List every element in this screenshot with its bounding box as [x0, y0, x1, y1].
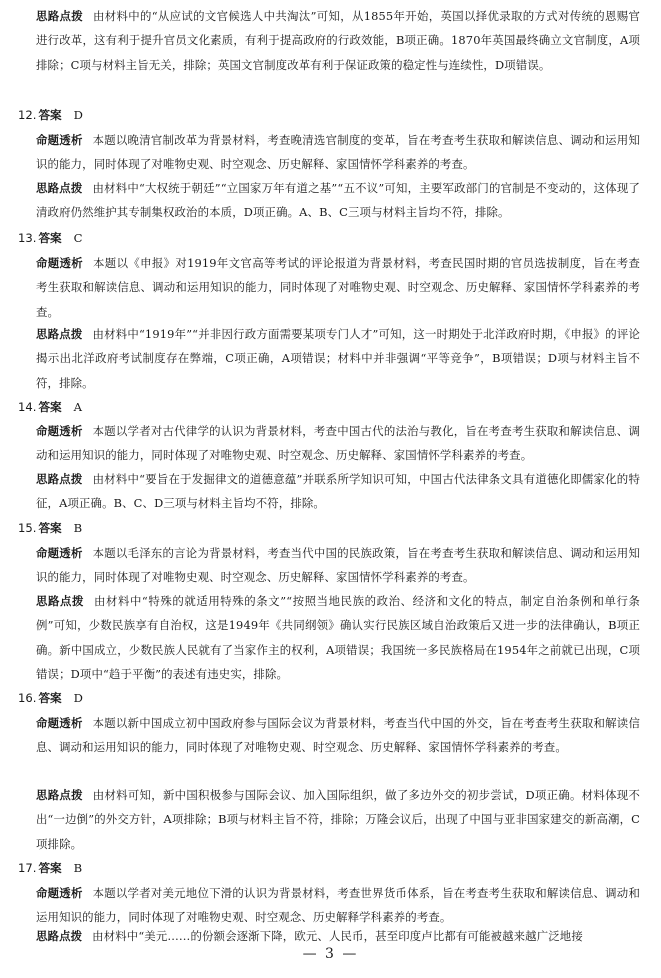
hint-paragraph-12	[36, 176, 640, 225]
hint-paragraph-14	[36, 467, 640, 516]
answer-line-16	[18, 688, 83, 708]
analysis-text: 本题以晚清官制改革为背景材料，考查晚清选官制度的变革，旨在考查考生获取和解读信息、调动和运用知识的能力，同时体现了对唯物史观、时空观念、历史解释、家国情怀学科素养的考查。	[36, 133, 640, 172]
analysis-paragraph-17	[36, 881, 640, 930]
answer-label: 答案	[38, 691, 62, 705]
analysis-paragraph-15	[36, 541, 640, 590]
answer-label: 答案	[38, 231, 62, 245]
answer-label: 答案	[38, 861, 62, 875]
hint-text: 由材料中“大权统于朝廷”“立国家万年有道之基”“五不议”可知，主要军政部门的官制是不变动的，这体现了清政府仍然维护其专制集权政治的本质，D项正确。A、B、C三项与材料主旨均不符，排除。	[36, 181, 640, 220]
answer-value: A	[73, 400, 83, 414]
answer-line-12	[18, 105, 83, 125]
question-number: 14.	[18, 400, 37, 414]
hint-label: 思路点拨	[36, 9, 83, 23]
answer-label: 答案	[38, 521, 62, 535]
analysis-label: 命题透析	[36, 716, 83, 730]
analysis-label: 命题透析	[36, 256, 84, 270]
hint-text: 由材料中的“从应试的文官候选人中共淘汰”可知，从1855年开始，英国以择优录取的方式对传统的恩赐官进行改革，这有利于提升官员文化素质，有利于提高政府的行政效能，B项正确。1870年英国最终确立文官制度，A项排除；C项与材料主旨无关，排除；英国文官制度改革有利于保证政策的稳定性与连续性，D项错误。	[36, 9, 640, 72]
question-number: 12.	[18, 108, 37, 122]
question-number: 17.	[18, 861, 37, 875]
analysis-paragraph-14	[36, 419, 640, 468]
answer-line-17	[18, 858, 82, 878]
answer-value: D	[73, 691, 83, 705]
page-number: — 3 —	[302, 946, 359, 962]
analysis-paragraph-16	[36, 711, 640, 760]
analysis-text: 本题以学者对古代律学的认识为背景材料，考查中国古代的法治与教化，旨在考查考生获取和解读信息、调动和运用知识的能力，同时体现了对唯物史观、时空观念、历史解释、家国情怀学科素养的考查。	[36, 424, 640, 463]
hint-text: 由材料中“1919年”“并非因行政方面需要某项专门人才”可知，这一时期处于北洋政府时期，《申报》的评论揭示出北洋政府考试制度存在弊端，C项正确，A项错误；材料中并非强调“平等竞争”，B项错误；D项与材料主旨不符，排除。	[36, 327, 641, 390]
analysis-text: 本题以新中国成立初中国政府参与国际会议为背景材料，考查当代中国的外交，旨在考查考生获取和解读信息、调动和运用知识的能力，同时体现了对唯物史观、时空观念、历史解释、家国情怀学科素养的考查。	[36, 716, 640, 755]
hint-label: 思路点拨	[36, 788, 83, 802]
analysis-paragraph-12	[36, 128, 640, 177]
question-number: 15.	[18, 521, 37, 535]
analysis-label: 命题透析	[36, 133, 83, 147]
hint-paragraph-16	[36, 783, 640, 856]
hint-paragraph-13	[36, 322, 640, 395]
hint-text: 由材料中“要旨在于发掘律文的道德意蕴”并联系所学知识可知，中国古代法律条文具有道德化即儒家化的特征，A项正确。B、C、D三项与材料主旨均不符，排除。	[36, 472, 640, 511]
question-number: 13.	[18, 231, 37, 245]
analysis-label: 命题透析	[36, 424, 83, 438]
hint-paragraph-15	[36, 589, 640, 687]
hint-label: 思路点拨	[36, 594, 84, 608]
answer-value: D	[73, 108, 83, 122]
hint-text: 由材料中“特殊的就适用特殊的条文”“按照当地民族的政治、经济和文化的特点，制定自治条例和单行条例”可知，少数民族享有自治权，这是1949年《共同纲领》确认实行民族区域自治政策后又进一步的法律确认，B项正确。新中国成立，少数民族人民就有了当家作主的权利，A项错误；我国统一多民族格局在1954年之前就已出现，C项错误；D项中“趋于平衡”的表述有违史实，排除。	[36, 594, 640, 682]
analysis-text: 本题以毛泽东的言论为背景材料，考查当代中国的民族政策，旨在考查考生获取和解读信息、调动和运用知识的能力，同时体现了对唯物史观、时空观念、历史解释、家国情怀学科素养的考查。	[36, 546, 640, 585]
answer-label: 答案	[38, 108, 62, 122]
hint-label: 思路点拨	[36, 472, 83, 486]
analysis-text: 本题以学者对美元地位下滑的认识为背景材料，考查世界货币体系，旨在考查考生获取和解读信息、调动和运用知识的能力，同时体现了对唯物史观、时空观念、历史解释学科素养的考查。	[36, 886, 640, 925]
intro-hint-paragraph	[36, 4, 640, 77]
analysis-label: 命题透析	[36, 886, 83, 900]
analysis-label: 命题透析	[36, 546, 83, 560]
analysis-text: 本题以《申报》对1919年文官高等考试的评论报道为背景材料，考查民国时期的官员选拔制度，旨在考查考生获取和解读信息、调动和运用知识的能力，同时体现了对唯物史观、时空观念、历史解释、家国情怀学科素养的考查。	[36, 256, 640, 319]
question-number: 16.	[18, 691, 37, 705]
answer-line-15	[18, 518, 82, 538]
hint-label: 思路点拨	[36, 181, 83, 195]
analysis-paragraph-13	[36, 251, 640, 324]
hint-paragraph-17	[36, 924, 640, 946]
hint-label: 思路点拨	[36, 929, 83, 943]
answer-value: B	[73, 861, 83, 875]
hint-text: 由材料可知，新中国积极参与国际会议、加入国际组织，做了多边外交的初步尝试，D项正确。材料体现不出“一边倒”的外交方针，A项排除；B项与材料主旨不符，排除；万隆会议后，出现了中国与亚非国家建交的新高潮，C项排除。	[36, 788, 640, 851]
hint-text: 由材料中“美元……的份额会逐渐下降，欧元、人民币，甚至印度卢比都有可能被越来越广泛地接	[92, 929, 583, 943]
answer-line-13	[18, 228, 83, 248]
answer-value: C	[73, 231, 83, 245]
answer-label: 答案	[38, 400, 62, 414]
answer-line-14	[18, 397, 82, 417]
answer-value: B	[73, 521, 83, 535]
hint-label: 思路点拨	[36, 327, 83, 341]
